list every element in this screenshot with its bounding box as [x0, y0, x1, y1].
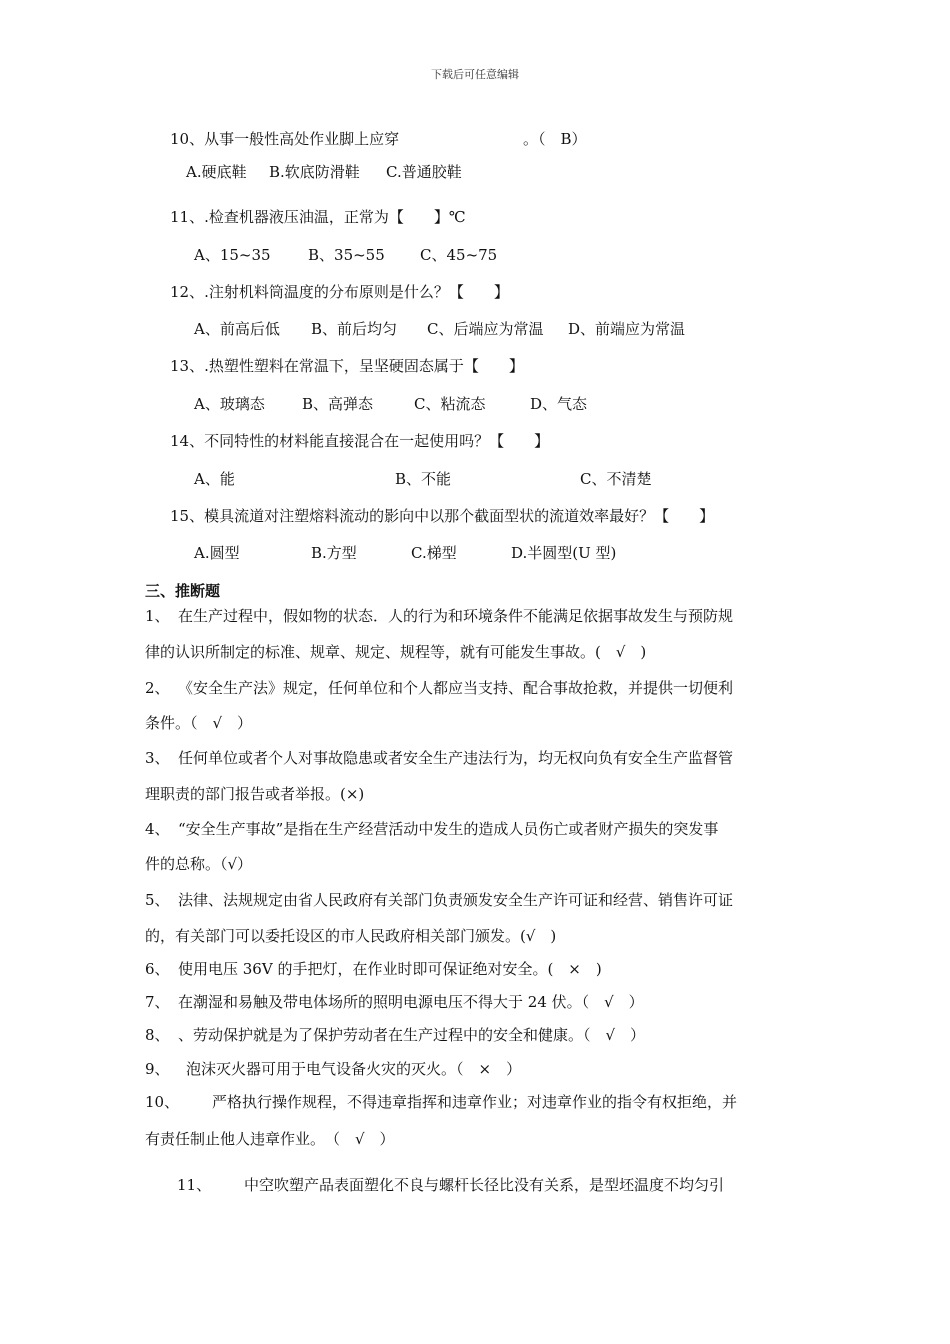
tf-item-4-line1: “安全生产事故”是指在生产经营活动中发生的造成人员伤亡或者财产损失的突发事: [178, 820, 719, 838]
question-text: 10、从事一般性高处作业脚上应穿: [170, 130, 400, 148]
tf-item-7-line1: 在潮湿和易触及带电体场所的照明电源电压不得大于 24 伏。（ √ ）: [178, 993, 644, 1011]
mc-options-14: [194, 468, 651, 489]
tf-item-1-line1: 在生产过程中，假如物的状态．人的行为和环境条件不能满足依据事故发生与预防规: [178, 607, 734, 625]
option: C、后端应为常温: [427, 320, 544, 338]
tf-item-1-num: 1、: [145, 607, 170, 625]
tf-item-10-num: 10、: [145, 1093, 180, 1111]
tf-item-10-line1: 严格执行操作规程，不得违章指挥和违章作业；对违章作业的指令有权拒绝，并: [212, 1093, 738, 1111]
option: D、气态: [530, 395, 588, 413]
mc-question-10: [170, 128, 399, 149]
question-text: 12、.注射机料筒温度的分布原则是什么？【 】: [170, 283, 509, 301]
option: A、15~35: [194, 246, 271, 264]
option: B、不能: [395, 470, 452, 488]
mc-options-12: [194, 318, 685, 339]
mc-options-11: [194, 244, 497, 265]
option: B.软底防滑鞋: [269, 163, 360, 181]
mc-question-13: [170, 355, 524, 376]
mc-options-10: [186, 161, 462, 182]
mc-options-15: [194, 542, 616, 563]
tf-item-3-line1: 任何单位或者个人对事故隐患或者安全生产违法行为，均无权向负有安全生产监督管: [178, 749, 734, 767]
tf-item-1-line2: 律的认识所制定的标准、规章、规定、规程等，就有可能发生事故。( √ ): [145, 643, 647, 661]
page-header: 下载后可任意编辑: [431, 68, 519, 81]
tf-item-9-num: 9、: [145, 1060, 170, 1078]
option: B.方型: [311, 544, 357, 562]
tf-item-3-line2: 理职责的部门报告或者举报。(×): [145, 785, 365, 803]
tf-item-7-num: 7、: [145, 993, 170, 1011]
tf-item-11-line1: 中空吹塑产品表面塑化不良与螺杆长径比没有关系，是型坯温度不均匀引: [244, 1176, 725, 1194]
tf-item-2-num: 2、: [145, 679, 170, 697]
option: C、45~75: [420, 246, 498, 264]
option: B、35~55: [308, 246, 385, 264]
tf-item-4-num: 4、: [145, 820, 170, 838]
option: D、前端应为常温: [568, 320, 686, 338]
option: C、粘流态: [414, 395, 486, 413]
mc-answer-10: [523, 128, 587, 149]
option: A.圆型: [194, 544, 240, 562]
tf-item-2-line2: 条件。（ √ ）: [145, 714, 253, 732]
option: C.普通胶鞋: [386, 163, 462, 181]
tf-item-8-line1: 、劳动保护就是为了保护劳动者在生产过程中的安全和健康。（ √ ）: [178, 1026, 646, 1044]
tf-item-4-line2: 件的总称。（√）: [145, 855, 253, 873]
mc-question-14: [170, 430, 549, 451]
tf-item-6-num: 6、: [145, 960, 170, 978]
option: A、前高后低: [194, 320, 280, 338]
tf-item-3-num: 3、: [145, 749, 170, 767]
option: B、高弹态: [302, 395, 374, 413]
option: C.梯型: [411, 544, 457, 562]
tf-item-5-line1: 法律、法规规定由省人民政府有关部门负责颁发安全生产许可证和经营、销售许可证: [178, 891, 734, 909]
option: C、不清楚: [580, 470, 652, 488]
option: A、能: [194, 470, 235, 488]
answer-text: 。（ B）: [523, 130, 587, 148]
mc-options-13: [194, 393, 587, 414]
option: A、玻璃态: [194, 395, 265, 413]
tf-item-10-line2: 有责任制止他人违章作业。 （ √ ）: [145, 1130, 395, 1148]
section-title: 三、推断题: [145, 582, 221, 600]
tf-item-11-num: 11、: [177, 1176, 212, 1194]
option: B、前后均匀: [311, 320, 398, 338]
tf-item-6-line1: 使用电压 36V 的手把灯，在作业时即可保证绝对安全。( × ): [178, 960, 602, 978]
option: A.硬底鞋: [186, 163, 247, 181]
question-text: 13、.热塑性塑料在常温下，呈坚硬固态属于【 】: [170, 357, 524, 375]
question-text: 14、不同特性的材料能直接混合在一起使用吗？【 】: [170, 432, 550, 450]
mc-question-15: [170, 505, 714, 526]
question-text: 11、.检查机器液压油温，正常为【 】℃: [170, 208, 466, 226]
mc-question-12: [170, 281, 509, 302]
tf-item-5-num: 5、: [145, 891, 170, 909]
question-text: 15、模具流道对注塑熔料流动的影向中以那个截面型状的流道效率最好？【 】: [170, 507, 715, 525]
tf-item-2-line1: 《安全生产法》规定，任何单位和个人都应当支持、配合事故抢救，并提供一切便利: [178, 679, 734, 697]
tf-item-8-num: 8、: [145, 1026, 170, 1044]
mc-question-11: [170, 206, 466, 227]
option: D.半圆型(U 型): [511, 544, 617, 562]
tf-item-9-line1: 泡沫灭火器可用于电气设备火灾的灭火。（ × ）: [186, 1060, 522, 1078]
tf-item-5-line2: 的，有关部门可以委托设区的市人民政府相关部门颁发。(√ ): [145, 927, 557, 945]
